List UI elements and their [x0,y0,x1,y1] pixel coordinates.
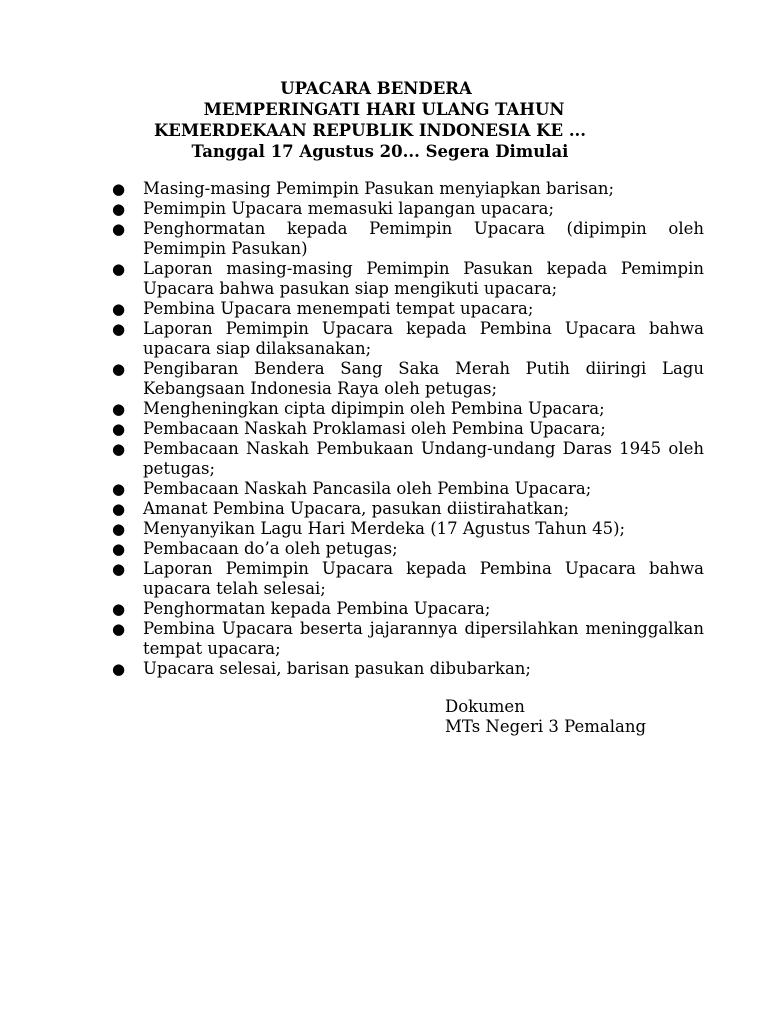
signature-line-2: MTs Negeri 3 Pemalang [445,717,647,736]
list-item [108,219,704,259]
bullet-icon: ● [112,200,126,218]
list-item [108,319,704,359]
list-item [108,599,704,619]
bullet-icon: ● [112,540,126,558]
bullet-icon: ● [112,420,126,438]
list-item-text: Laporan Pemimpin Upacara kepada Pembina Upacara bahwa upacara siap dilaksanakan; [143,319,704,358]
list-item-text: Pemimpin Upacara memasuki lapangan upacara; [143,199,555,218]
list-item [108,619,704,659]
heading-line-3: KEMERDEKAAN REPUBLIK INDONESIA KE ... [153,121,587,140]
list-item [108,299,704,319]
list-item-text: Penghormatan kepada Pemimpin Upacara (dipimpin oleh Pemimpin Pasukan) [143,219,704,258]
list-item [108,539,704,559]
list-item [108,419,704,439]
bullet-icon: ● [112,600,126,618]
bullet-icon: ● [112,180,126,198]
list-item [108,479,704,499]
bullet-icon: ● [112,220,126,238]
list-item [108,179,704,199]
bullet-icon: ● [112,480,126,498]
bullet-icon: ● [112,660,126,678]
document-heading [0,78,768,162]
list-item [108,439,704,479]
list-item-text: Mengheningkan cipta dipimpin oleh Pembina Upacara; [143,399,605,418]
heading-line-2: MEMPERINGATI HARI ULANG TAHUN [203,100,565,119]
list-item-text: Masing-masing Pemimpin Pasukan menyiapkan barisan; [143,179,615,198]
signature-block [445,697,646,737]
bullet-icon: ● [112,300,126,318]
list-item [108,399,704,419]
list-item-text: Pengibaran Bendera Sang Saka Merah Putih diiringi Lagu Kebangsaan Indonesia Raya oleh petugas; [143,359,704,398]
list-item-text: Menyanyikan Lagu Hari Merdeka (17 Agustus Tahun 45); [143,519,626,538]
bullet-icon: ● [112,400,126,418]
bullet-icon: ● [112,560,126,578]
bullet-icon: ● [112,440,126,458]
list-item-text: Laporan Pemimpin Upacara kepada Pembina Upacara bahwa upacara telah selesai; [143,559,704,598]
list-item [108,499,704,519]
list-item-text: Amanat Pembina Upacara, pasukan diistirahatkan; [143,499,570,518]
bullet-icon: ● [112,500,126,518]
list-item-text: Pembacaan Naskah Pancasila oleh Pembina Upacara; [143,479,592,498]
list-item-text: Pembacaan Naskah Proklamasi oleh Pembina Upacara; [143,419,606,438]
list-item-text: Penghormatan kepada Pembina Upacara; [143,599,491,618]
bullet-icon: ● [112,320,126,338]
list-item [108,259,704,299]
list-item [108,559,704,599]
list-item-text: Pembina Upacara beserta jajarannya dipersilahkan meninggalkan tempat upacara; [143,619,704,658]
list-item [108,519,704,539]
list-item [108,359,704,399]
list-item-text: Pembacaan do’a oleh petugas; [143,539,398,558]
list-item [108,659,704,679]
signature-line-1: Dokumen [445,697,525,716]
list-item-text: Pembacaan Naskah Pembukaan Undang-undang Daras 1945 oleh petugas; [143,439,704,478]
bullet-icon: ● [112,520,126,538]
list-item [108,199,704,219]
bullet-icon: ● [112,260,126,278]
heading-line-4: Tanggal 17 Agustus 20... Segera Dimulai [191,142,569,161]
list-item-text: Upacara selesai, barisan pasukan dibubarkan; [143,659,531,678]
list-item-text: Laporan masing-masing Pemimpin Pasukan kepada Pemimpin Upacara bahwa pasukan siap mengikuti upacara; [143,259,704,298]
bullet-icon: ● [112,620,126,638]
list-item-text: Pembina Upacara menempati tempat upacara; [143,299,534,318]
bullet-icon: ● [112,360,126,378]
heading-line-1: UPACARA BENDERA [280,79,472,98]
ceremony-steps-list [108,179,704,679]
